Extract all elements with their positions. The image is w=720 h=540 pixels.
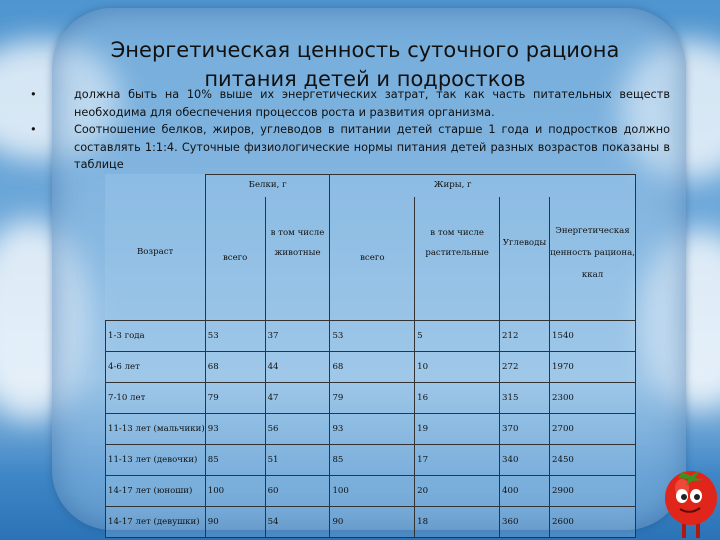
carbs-cell: 272 — [500, 352, 550, 383]
table-header-carbs: Углеводы — [500, 197, 550, 321]
energy-cell: 2700 — [550, 414, 636, 445]
bullet-item — [30, 86, 670, 121]
table-row — [106, 414, 636, 445]
fat-total-cell: 100 — [330, 476, 415, 507]
table-column-header-row — [106, 197, 636, 321]
energy-cell: 2300 — [550, 383, 636, 414]
fat-total-cell: 68 — [330, 352, 415, 383]
table-header-proteins: Белки, г — [205, 175, 330, 197]
bullet-text: должна быть на 10% выше их энергетических затрат, так как часть питательных веществ необходима для обеспечения процессов роста и развития организма. — [74, 88, 670, 119]
protein-total-cell: 85 — [205, 445, 265, 476]
carbs-cell: 360 — [500, 507, 550, 538]
table-header-fat-vegetable: в том числе растительные — [415, 197, 500, 321]
fat-vegetable-cell: 16 — [415, 383, 500, 414]
energy-cell: 2600 — [550, 507, 636, 538]
carbs-cell: 340 — [500, 445, 550, 476]
fat-total-cell: 90 — [330, 507, 415, 538]
protein-total-cell: 90 — [205, 507, 265, 538]
protein-animal-cell: 51 — [265, 445, 330, 476]
table-header-energy: Энергетическая ценность рациона, ккал — [550, 197, 636, 321]
age-cell: 14-17 лет (девушки) — [106, 507, 206, 538]
table-header-age: Возраст — [106, 197, 206, 321]
table-group-header-row — [106, 175, 636, 197]
nutrition-table — [105, 174, 636, 538]
fat-vegetable-cell: 5 — [415, 321, 500, 352]
table-header-fats-label: Жиры, г — [433, 180, 472, 190]
bullet-item — [30, 121, 670, 174]
energy-cell: 1970 — [550, 352, 636, 383]
table-row — [106, 321, 636, 352]
carbs-cell: 315 — [500, 383, 550, 414]
age-cell: 4-6 лет — [106, 352, 206, 383]
table-header-protein-animal: в том числе животные — [265, 197, 330, 321]
protein-animal-cell: 47 — [265, 383, 330, 414]
bullet-dot-icon: • — [30, 88, 37, 101]
table-row — [106, 383, 636, 414]
protein-total-cell: 53 — [205, 321, 265, 352]
table-row — [106, 476, 636, 507]
table-row — [106, 445, 636, 476]
fat-total-cell: 93 — [330, 414, 415, 445]
table-header-fats — [330, 175, 636, 197]
protein-animal-cell: 44 — [265, 352, 330, 383]
age-cell: 1-3 года — [106, 321, 206, 352]
tomato-mascot-icon — [662, 460, 720, 540]
carbs-cell: 212 — [500, 321, 550, 352]
age-cell: 11-13 лет (мальчики) — [106, 414, 206, 445]
protein-total-cell: 100 — [205, 476, 265, 507]
carbs-cell: 370 — [500, 414, 550, 445]
age-cell: 7-10 лет — [106, 383, 206, 414]
bullet-text: Соотношение белков, жиров, углеводов в питании детей старше 1 года и подростков должно составлять 1:1:4. Суточные физиологические нормы питания детей разных возрастов показаны в таблице — [74, 123, 670, 172]
protein-animal-cell: 56 — [265, 414, 330, 445]
carbs-cell: 400 — [500, 476, 550, 507]
fat-vegetable-cell: 10 — [415, 352, 500, 383]
age-cell: 14-17 лет (юноши) — [106, 476, 206, 507]
fat-vegetable-cell: 18 — [415, 507, 500, 538]
table-body — [106, 321, 636, 538]
protein-animal-cell: 54 — [265, 507, 330, 538]
bullet-dot-icon: • — [30, 123, 37, 137]
fat-vegetable-cell: 20 — [415, 476, 500, 507]
protein-total-cell: 93 — [205, 414, 265, 445]
fat-vegetable-cell: 19 — [415, 414, 500, 445]
table-row — [106, 352, 636, 383]
table-row — [106, 507, 636, 538]
bullet-list — [30, 86, 670, 174]
protein-total-cell: 79 — [205, 383, 265, 414]
energy-cell: 2900 — [550, 476, 636, 507]
fat-vegetable-cell: 17 — [415, 445, 500, 476]
protein-animal-cell: 60 — [265, 476, 330, 507]
table-header-protein-total: всего — [205, 197, 265, 321]
protein-total-cell: 68 — [205, 352, 265, 383]
slide-title: Энергетическая ценность суточного рациона питания детей и подростков — [110, 38, 620, 91]
fat-total-cell: 79 — [330, 383, 415, 414]
fat-total-cell: 53 — [330, 321, 415, 352]
age-cell: 11-13 лет (девочки) — [106, 445, 206, 476]
energy-cell: 1540 — [550, 321, 636, 352]
table-header-fat-total: всего — [330, 197, 415, 321]
protein-animal-cell: 37 — [265, 321, 330, 352]
energy-cell: 2450 — [550, 445, 636, 476]
table-header-empty — [106, 175, 206, 197]
fat-total-cell: 85 — [330, 445, 415, 476]
